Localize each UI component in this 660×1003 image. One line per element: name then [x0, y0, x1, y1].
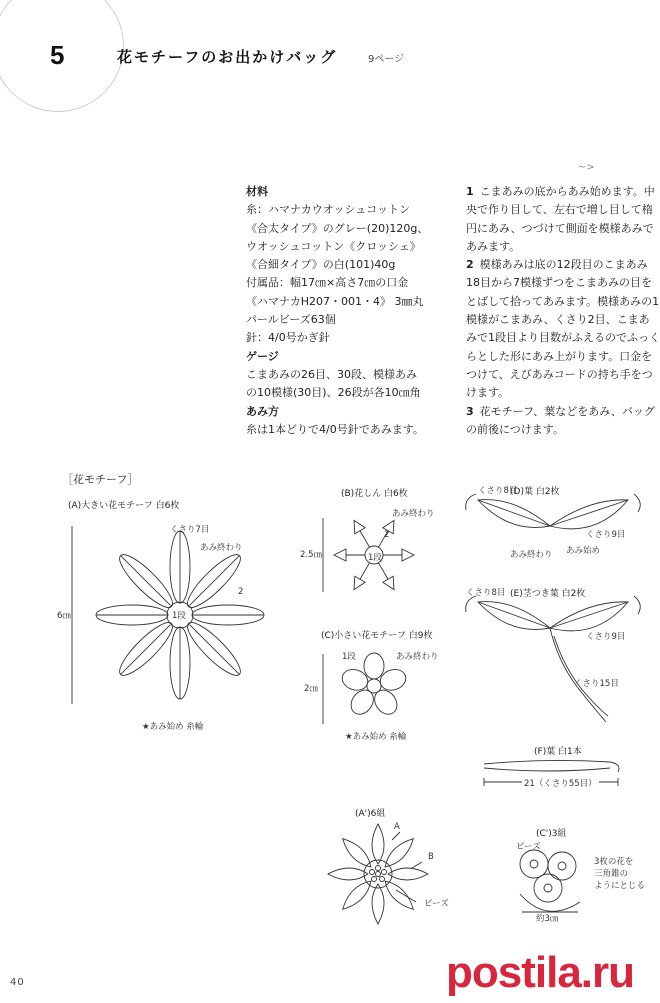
step-text: 花モチーフ、葉などをあみ、バッグの前後につけます。 — [466, 404, 655, 436]
diagram-c2-note2: 三角錐の — [594, 869, 629, 879]
step-text: こまあみの底からあみ始めます。中央で作り目して、左右で増し目して楕円にあみ、つづけて側面を模様あみであみます。 — [466, 185, 655, 253]
pattern-number: 5 — [50, 40, 65, 70]
diagram-b-title: (B)花しん 白6枚 — [341, 489, 408, 499]
materials-line: 針：4/0号かぎ針 — [246, 331, 330, 345]
diagram-a2-label-b: B — [428, 852, 434, 862]
diagram-f-length: 21（くさり55目） — [524, 779, 597, 789]
diagram-a-end-label: あみ終わり — [200, 543, 243, 553]
diagram-e-stem-leaf — [458, 592, 648, 732]
materials-heading: 材料 — [246, 185, 268, 198]
diagram-a-chain-label: くさり7目 — [170, 525, 210, 535]
step-number: 1 — [466, 185, 474, 198]
gauge-line: こまあみの26目、30段、模様あみ — [246, 367, 417, 381]
step-3 — [466, 403, 660, 440]
diagram-c-row1: 1段 — [342, 652, 356, 662]
diagram-d-chain9: くさり9目 — [586, 530, 626, 540]
page-reference: 9ページ — [368, 54, 405, 65]
diagram-b-size: 2.5㎝ — [300, 550, 323, 560]
method-heading: あみ方 — [246, 404, 279, 418]
step-text: 模様あみは底の12段目のこまあみ18目から7模様ずつをこまあみの目をとばして拾ってあみます。模様あみの1模様がこまあみ、くさり2目、こまあみで1段目より目数がふえるのでふっくらとした形にあみ上がります。口金をつけて、えびあみコードの持ち手をつけます。 — [466, 258, 660, 400]
diagram-e-chain9: くさり9目 — [586, 632, 626, 642]
diagram-c2-note1: 3枚の花を — [594, 857, 634, 867]
diagram-d-start: あみ始め — [566, 546, 601, 556]
diagram-c-title: (C)小さい花モチーフ 白9枚 — [321, 631, 433, 641]
diagram-e-chain8: くさり8目 — [466, 588, 506, 598]
diagram-a-row2: 2 — [238, 587, 244, 597]
diagram-c2-beads: ビーズ — [516, 842, 541, 852]
step-number: 2 — [466, 258, 474, 272]
materials-line: ウオッシュコットン《クロッシェ》 — [246, 239, 421, 253]
diagram-a2-assembly — [312, 818, 442, 930]
diagram-a2-title: (A')6組 — [355, 809, 386, 819]
diagram-c2-note3: ようにとじる — [594, 881, 646, 891]
diagram-a-size: 6㎝ — [57, 611, 71, 621]
method-line: 糸は1本どりで4/0号針であみます。 — [246, 422, 424, 436]
diagram-c2-title: (C')3組 — [536, 829, 567, 839]
bird-doodle-icon: ~> — [578, 162, 595, 173]
diagram-b-row1: 1段 — [368, 553, 382, 563]
step-number: 3 — [466, 404, 474, 418]
watermark-text: postila.ru — [446, 948, 635, 997]
diagram-b-row2: 2 — [384, 530, 390, 540]
diagram-e-chain15: くさり15目 — [574, 679, 619, 689]
materials-column — [246, 183, 444, 439]
diagram-a-title: (A)大きい花モチーフ 白6枚 — [68, 501, 180, 511]
materials-line: 糸：ハマナカウオッシュコットン — [246, 203, 411, 217]
materials-line: 《合太タイプ》のグレー(20)120g、 — [246, 221, 429, 235]
gauge-heading: ゲージ — [246, 349, 279, 363]
pattern-title: 花モチーフのお出かけバッグ — [117, 48, 338, 66]
diagram-c-end-label: あみ終わり — [396, 652, 439, 662]
motif-section-heading: ［花モチーフ］ — [62, 473, 139, 486]
materials-line: パールビーズ63個 — [246, 313, 336, 327]
materials-line: 付属品：幅17㎝×高さ7㎝の口金 — [246, 276, 409, 290]
materials-line: 《ハマナカH207・001・4》 3㎜丸 — [246, 294, 424, 308]
steps-column — [466, 183, 660, 439]
diagram-d-chain8: くさり8目 — [478, 486, 518, 496]
diagram-d-end: あみ終わり — [510, 550, 553, 560]
diagram-c2-size: 約3㎝ — [536, 914, 559, 924]
diagram-b-end-label: あみ終わり — [392, 509, 435, 519]
diagram-d-leaf — [458, 490, 648, 562]
diagram-d-title: (D)葉 白2枚 — [510, 487, 560, 497]
diagram-a2-label-a: A — [394, 822, 400, 832]
diagram-a-start: ★あみ始め 糸輪 — [142, 722, 204, 732]
gauge-line: の10模様(30目)、26段が各10㎝角 — [246, 386, 421, 400]
page-number: 40 — [10, 977, 25, 988]
diagram-c-size: 2㎝ — [304, 684, 318, 694]
diagram-e-title: (E)茎つき葉 白2枚 — [510, 589, 586, 599]
step-1 — [466, 183, 660, 256]
diagram-c-start: ★あみ始め 糸輪 — [345, 732, 407, 742]
step-2 — [466, 256, 660, 402]
diagram-f-title: (F)葉 白1本 — [534, 747, 582, 757]
diagram-a-row1: 1段 — [172, 611, 186, 621]
diagram-a2-beads: ビーズ — [424, 899, 449, 909]
materials-line: 《合細タイプ》の白(101)40g — [246, 258, 396, 272]
